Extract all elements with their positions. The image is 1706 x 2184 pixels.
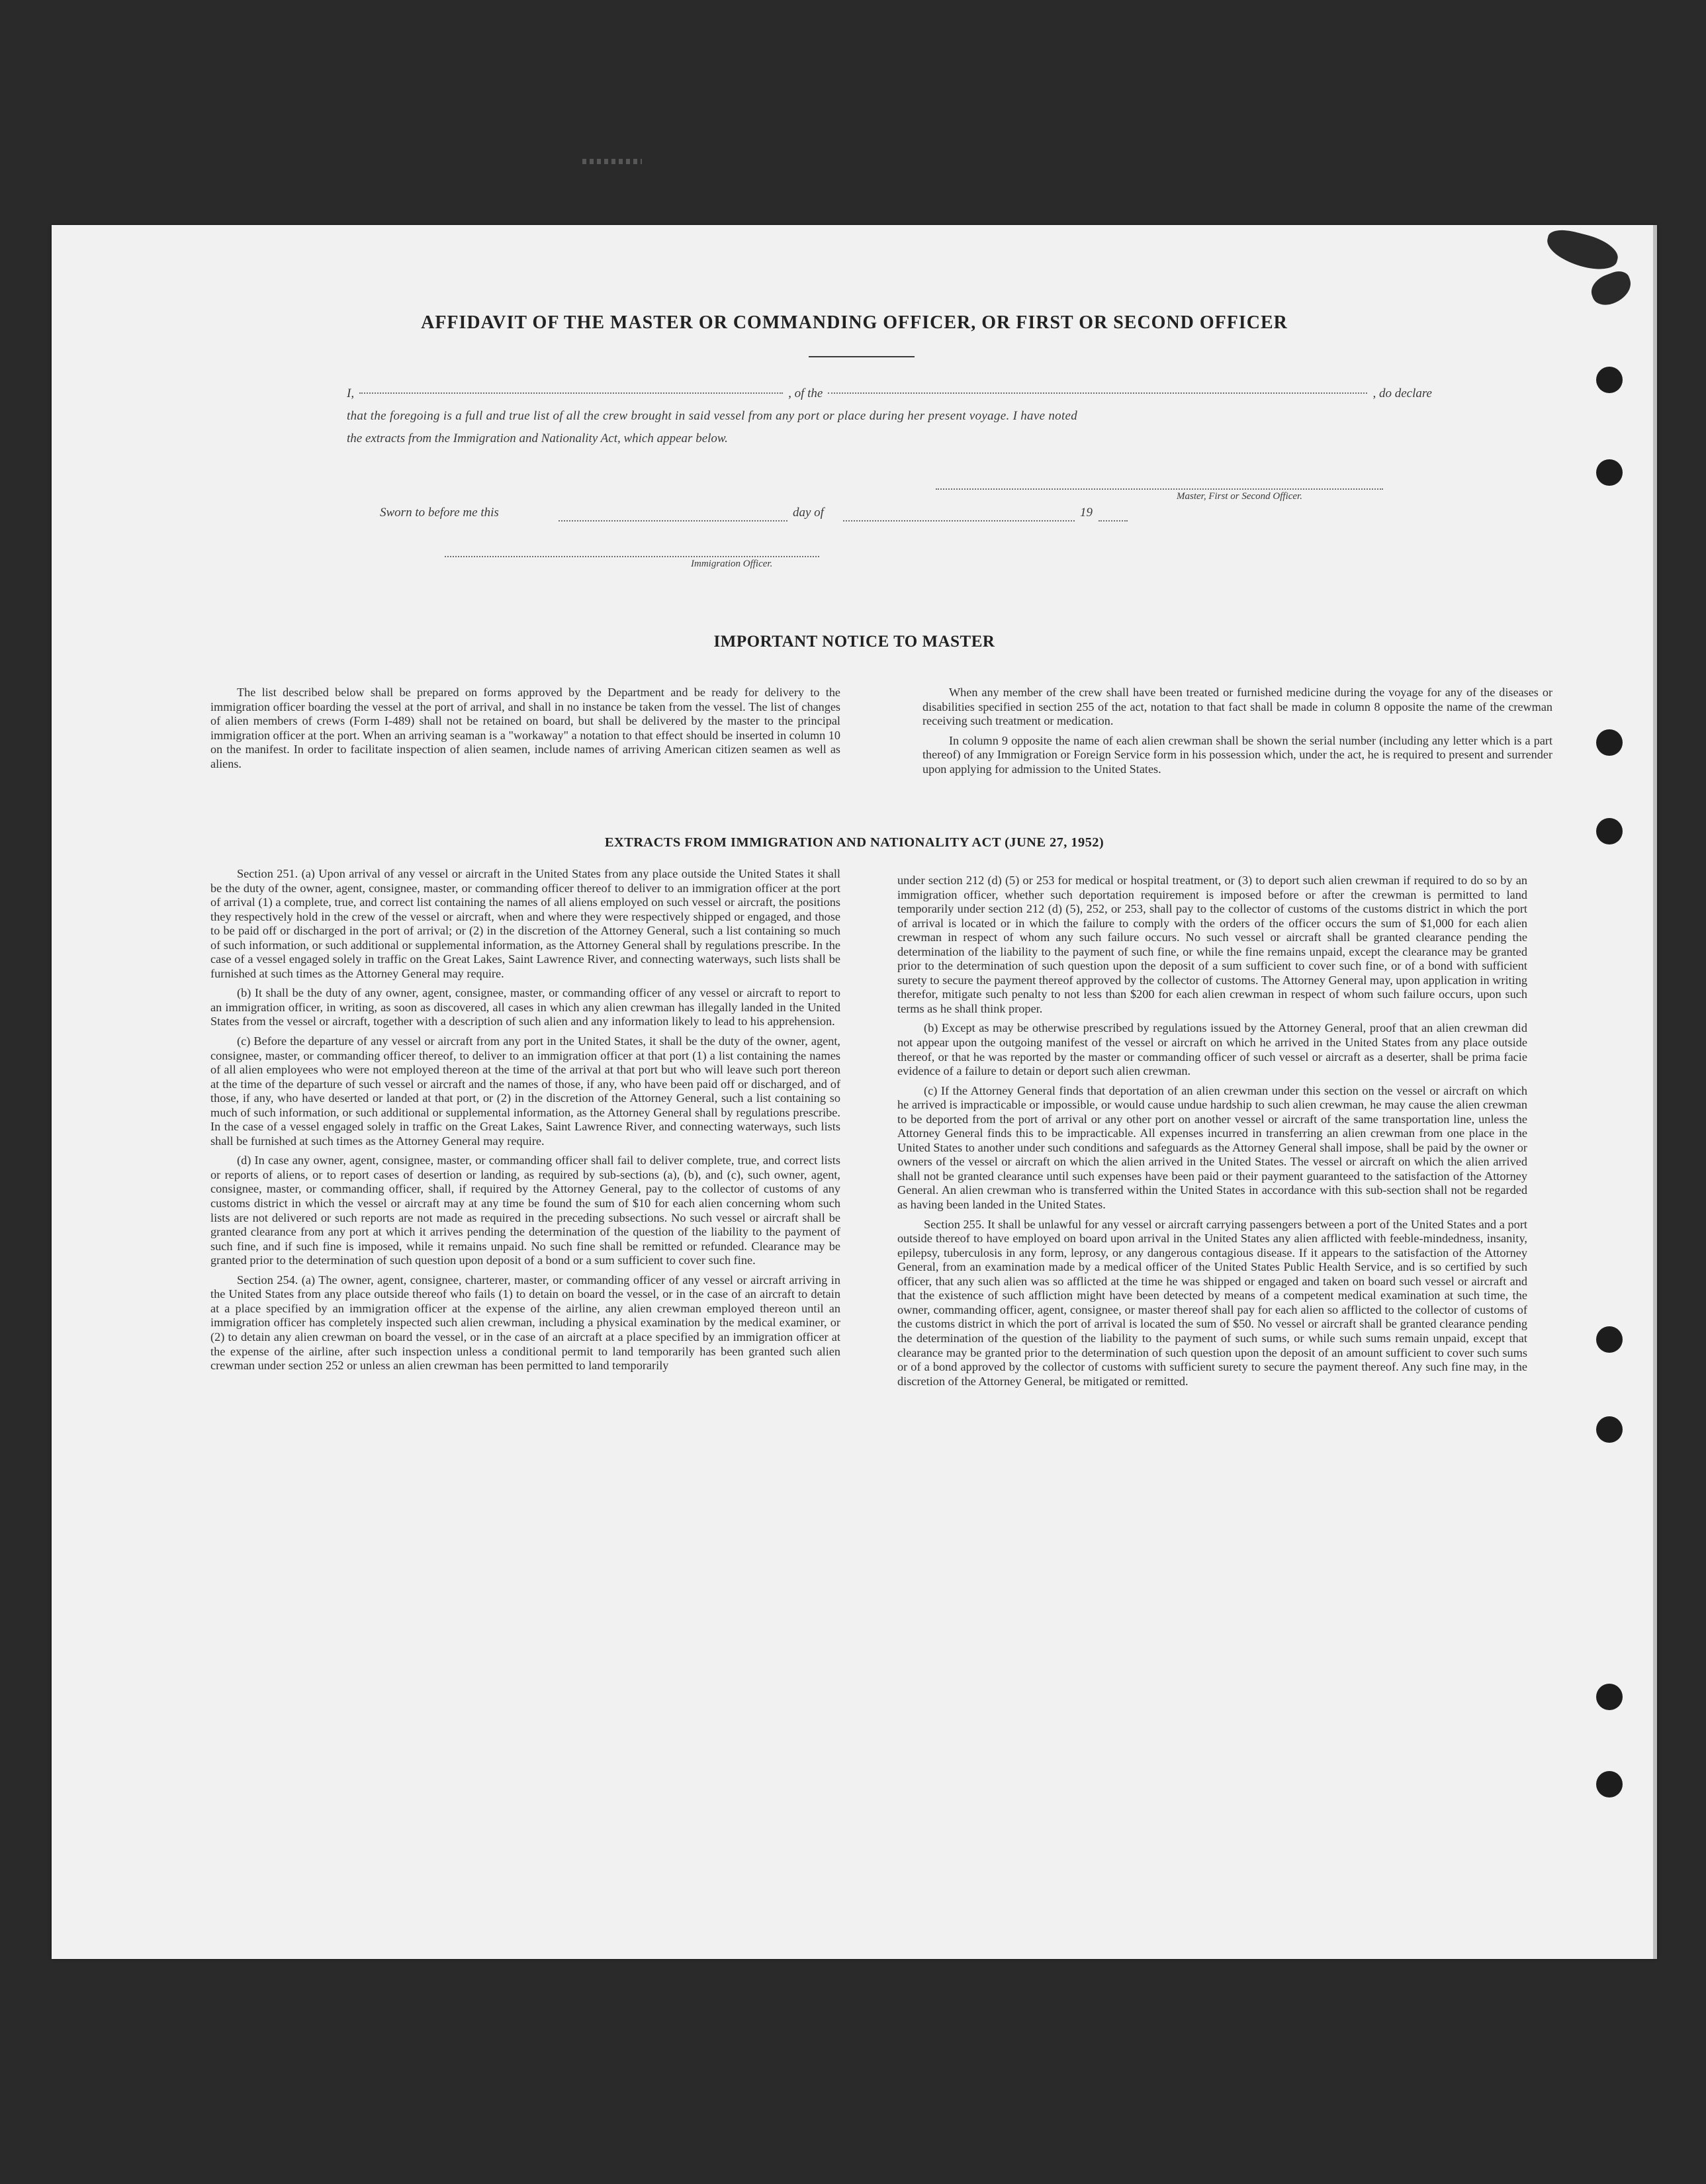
- section-paragraph: (d) In case any owner, agent, consignee, master, or commanding officer shall fail to deliver complete, true, and correct lists or reports of aliens, or to report cases of desertion or landing, as required by sub-sections (a), (b), and (c), such owner, agent, consignee, master, or commanding officer, shall, if required by the Attorney General, pay to the collector of customs of any customs district in which the vessel or aircraft may at any time be found the sum of $10 for each alien concerning whom such lists are not delivered or such reports are not made as required in the preceding subsections. No such vessel or aircraft shall be granted clearance from any port at which it arrives pending the determination of the question of the liability to the payment of such fine, and if such fine is imposed, while it remains unpaid. No such fine shall be remitted or refunded. Clearance may be granted prior to the determination of such question upon deposit of a bond or a sum sufficient to cover such fine.: [210, 1154, 840, 1267]
- extracts-left-column: [210, 867, 840, 1379]
- master-signature-label: Master, First or Second Officer.: [1177, 491, 1302, 502]
- declaration-statement: the extracts from the Immigration and Nationality Act, which appear below.: [347, 432, 728, 445]
- page-edge-shadow: [1653, 225, 1657, 1959]
- name-blank[interactable]: [359, 392, 783, 394]
- master-signature-line[interactable]: [936, 488, 1383, 490]
- declaration-statement: that the foregoing is a full and true list of all the crew brought in said vessel from any port or place during her present voyage. I have noted: [347, 409, 1078, 423]
- sworn-day-blank[interactable]: [559, 520, 787, 522]
- year-label: 19: [1080, 506, 1093, 520]
- section-paragraph: under section 212 (d) (5) or 253 for medical or hospital treatment, or (3) to deport such alien crewman if required to do so by an immigration officer, whether such deportation requirement is imposed before or after the crewman is permitted to land temporarily under section 212 (d) (5), 252, or 253, shall pay to the collector of customs of the customs district in which the port of arrival is located or in which the failure to comply with the orders of the officer occurs the sum of $1,000 for each alien crewman in respect of whom any such failure occurs. No such vessel or aircraft shall be granted clearance pending the determination of the liability to the payment of such fine, or while the fine remains unpaid, except the clearance may be granted prior to the determination of such question upon the deposit of a sum sufficient to cover such fine, or of a bond with sufficient surety to secure the payment thereof approved by the collector of customs. The Attorney General may, upon application in writing therefor, mitigate such penalty to not less than $200 for each alien crewman in respect of whom such failure occurs, upon such terms as he shall think proper.: [897, 874, 1527, 1015]
- sworn-year-blank[interactable]: [1099, 520, 1128, 522]
- punch-hole: [1596, 459, 1623, 486]
- officer-signature-label: Immigration Officer.: [691, 559, 773, 569]
- notice-title: IMPORTANT NOTICE TO MASTER: [713, 633, 995, 651]
- section-paragraph: (b) Except as may be otherwise prescribed by regulations issued by the Attorney General, proof that an alien crewman did not appear upon the outgoing manifest of the vessel or aircraft on which he arrived in the United States from any place outside thereof, or that he was reported by the master or commanding officer of such vessel or aircraft as a deserter, shall be prima facie evidence of a failure to detain or deport such alien crewman.: [897, 1021, 1527, 1078]
- document-page: [52, 225, 1657, 1959]
- extracts-title: EXTRACTS FROM IMMIGRATION AND NATIONALITY ACT (JUNE 27, 1952): [604, 835, 1104, 850]
- notice-left-column: [210, 686, 840, 777]
- punch-hole: [1596, 1684, 1623, 1710]
- notice-paragraph: The list described below shall be prepared on forms approved by the Department and be ready for delivery to the immigration officer boarding the vessel at the port of arrival, and shall in no instance be taken from the vessel. The list of changes of alien members of crews (Form I-489) shall not be retained on board, but shall be delivered by the master to the principal immigration officer at the port. When an arriving seaman is a "workaway" a notation to that effect should be inserted in column 10 on the manifest. In order to facilitate inspection of alien seamen, include names of arriving American citizen seamen as well as aliens.: [210, 686, 840, 770]
- punch-hole: [1596, 1416, 1623, 1443]
- i-label: I,: [347, 387, 355, 400]
- extracts-right-column: [897, 874, 1527, 1394]
- officer-signature-line[interactable]: [445, 556, 819, 557]
- torn-corner: [1543, 226, 1621, 274]
- punch-hole: [1596, 1326, 1623, 1353]
- punch-hole: [1596, 729, 1623, 756]
- section-paragraph: (b) It shall be the duty of any owner, agent, consignee, master, or commanding officer of any vessel or aircraft to report to an immigration officer, in writing, as soon as discovered, all cases in which any alien crewman has illegally landed in the United States from the vessel or aircraft, together with a description of such alien and any information likely to lead to his apprehension.: [210, 986, 840, 1028]
- day-of-label: day of: [793, 506, 824, 520]
- sworn-label: Sworn to before me this: [380, 506, 499, 520]
- sworn-month-blank[interactable]: [843, 520, 1075, 522]
- notice-paragraph: When any member of the crew shall have been treated or furnished medicine during the voyage for any of the diseases or disabilities specified in section 255 of the act, notation to that fact shall be made in column 8 opposite the name of the crewman receiving such treatment or medication.: [922, 686, 1552, 728]
- section-paragraph: Section 255. It shall be unlawful for any vessel or aircraft carrying passengers between a port of the United States and a port outside thereof to have employed on board upon arrival in the United States any alien afflicted with feeble-mindedness, insanity, epilepsy, tuberculosis in any form, leprosy, or any dangerous contagious disease. If it appears to the satisfaction of the Attorney General, from an examination made by a medical officer of the United States Public Health Service, and is so certified by such officer, that any such alien was so afflicted at the time he was shipped or engaged and taken on board such vessel or aircraft and that the existence of such affliction might have been detected by means of a competent medical examination at such time, the owner, commanding officer, agent, consignee, or master thereof shall pay for each alien so afflicted to the collector of customs of the customs district in which the port of arrival is located the sum of $50. No vessel or aircraft shall be granted clearance pending the determination of the question of the liability to the payment of such sums, or while such sums remain unpaid, except that clearance may be granted prior to the determination of such question upon the deposit of an amount sufficient to cover such sums or of a bond approved by the collector of customs with sufficient surety to secure the payment thereof. Any such fine may, in the discretion of the Attorney General, be mitigated or remitted.: [897, 1217, 1527, 1388]
- section-paragraph: Section 251. (a) Upon arrival of any vessel or aircraft in the United States from any place outside the United States it shall be the duty of the owner, agent, consignee, master, or commanding officer thereof to deliver to an immigration officer at the port of arrival (1) a complete, true, and correct list containing the names of all aliens employed on such vessel or aircraft, the positions they respectively hold in the crew of the vessel or aircraft, when and where they were respectively shipped or engaged, and those to be paid off or discharged in the port of arrival; or (2) in the discretion of the Attorney General, such a list containing so much of such information, or such additional or supplemental information, as the Attorney General shall by regulations prescribe. In the case of a vessel engaged solely in traffic on the Great Lakes, Saint Lawrence River, and connecting waterways, such lists shall be furnished at such times as the Attorney General may require.: [210, 867, 840, 980]
- notice-right-column: [922, 686, 1552, 782]
- declaration-line: [347, 383, 1432, 405]
- affidavit-title: AFFIDAVIT OF THE MASTER OR COMMANDING OFFICER, OR FIRST OR SECOND OFFICER: [421, 312, 1288, 333]
- scanner-mark: [582, 159, 642, 164]
- punch-hole: [1596, 367, 1623, 393]
- notice-paragraph: In column 9 opposite the name of each alien crewman shall be shown the serial number (including any letter which is a part thereof) of any Immigration or Foreign Service form in his possession which, under the act, he is required to present and surrender upon applying for admission to the United States.: [922, 733, 1552, 776]
- torn-corner: [1587, 268, 1635, 310]
- title-divider: [809, 356, 915, 357]
- section-paragraph: (c) Before the departure of any vessel or aircraft from any port in the United States, it shall be the duty of the owner, agent, consignee, master, or commanding officer thereof, to deliver to an immigration officer at that port (1) a list containing the names of all alien employees who were not employed thereon at the time of the arrival at that port but who will leave such port thereon at the time of the departure of such vessel or aircraft and the names of those, if any, who have been paid off or discharged, and of those, if any, who have deserted or landed at that port, or (2) in the discretion of the Attorney General, such a list containing so much of such information, or such additional or supplemental information, as the Attorney General shall by regulations prescribe. In the case of a vessel engaged solely in traffic on the Great Lakes, Saint Lawrence River, and connecting waterways, such lists shall be furnished at such times as the Attorney General may require.: [210, 1034, 840, 1148]
- of-the-label: , of the: [788, 387, 823, 400]
- punch-hole: [1596, 1771, 1623, 1797]
- vessel-blank[interactable]: [828, 392, 1367, 394]
- section-paragraph: (c) If the Attorney General finds that deportation of an alien crewman under this section on the vessel or aircraft on which he arrived is impracticable or impossible, or would cause undue hardship to such alien crewman, he may cause the alien crewman to be deported from the port of arrival or any other port on another vessel or aircraft of the same transportation line, unless the Attorney General finds this to be impracticable. All expenses incurred in transferring an alien crewman from one place in the United States to another under such conditions and safeguards as the Attorney General shall impose, shall be paid by the owner or owners of the vessel or aircraft on which the alien arrived in the United States. The vessel or aircraft on which the alien arrived shall not be granted clearance until such expenses have been paid or their payment guaranteed to the satisfaction of the Attorney General. An alien crewman who is transferred within the United States in accordance with this sub-section shall not be regarded as having been landed in the United States.: [897, 1083, 1527, 1212]
- do-declare-label: , do declare: [1372, 387, 1432, 400]
- section-paragraph: Section 254. (a) The owner, agent, consignee, charterer, master, or commanding officer of any vessel or aircraft arriving in the United States from any place outside thereof who fails (1) to detain on board the vessel, or in the case of an aircraft to detain at a place specified by an immigration officer at the expense of the airline, any alien crewman employed thereon until an immigration officer has completely inspected such alien crewman, including a physical examination by the medical examiner, or (2) to detain any alien crewman on board the vessel, or in the case of an aircraft at a place specified by an immigration officer at the expense of the airline, after such inspection unless a conditional permit to land temporarily has been granted such alien crewman under section 252 or unless an alien crewman has been permitted to land temporarily: [210, 1273, 840, 1373]
